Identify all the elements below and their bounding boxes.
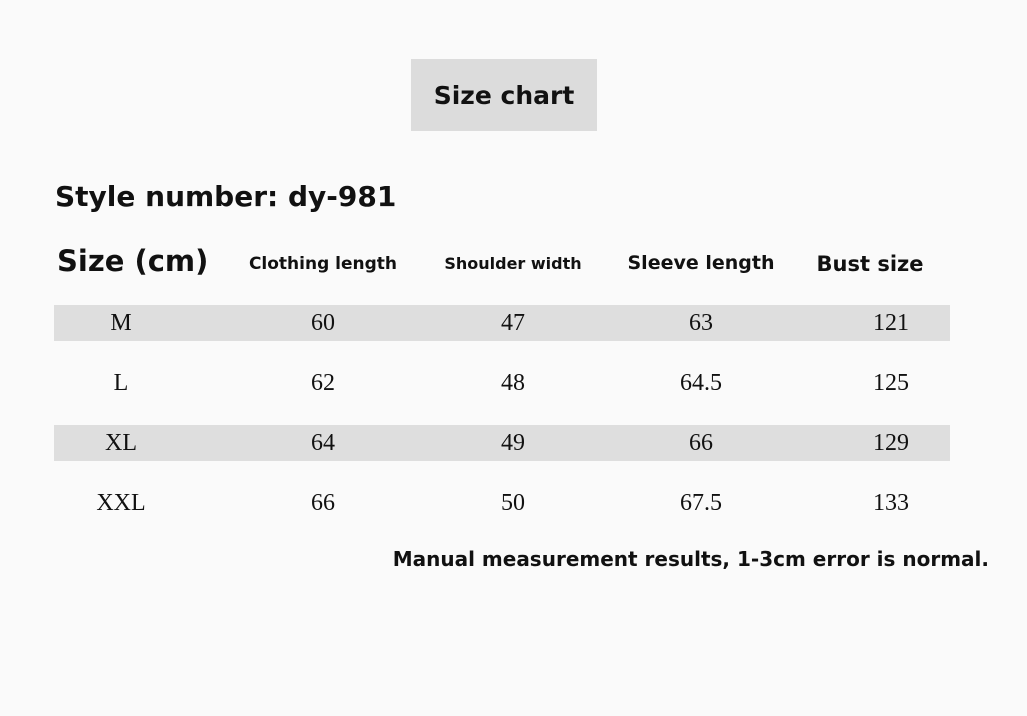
bust-size-cell: 125 (873, 370, 909, 396)
clothing-length-header: Clothing length (248, 254, 398, 274)
bust-size-cell: 133 (873, 490, 909, 516)
table-row (54, 305, 950, 341)
sleeve-length-cell: 66 (689, 430, 713, 456)
bust-size-cell: 121 (873, 310, 909, 336)
shoulder-width-cell: 48 (501, 370, 525, 396)
size-chart-title (411, 59, 597, 131)
shoulder-width-cell: 50 (501, 490, 525, 516)
clothing-length-cell: 66 (311, 490, 335, 516)
shoulder-width-cell: 47 (501, 310, 525, 336)
sleeve-length-cell: 67.5 (680, 490, 722, 516)
size-cell: XXL (96, 490, 146, 516)
size-column-header: Size (cm) (57, 244, 209, 278)
table-row (54, 365, 950, 401)
shoulder-width-cell: 49 (501, 430, 525, 456)
size-cell: M (110, 310, 132, 336)
clothing-length-cell: 60 (311, 310, 335, 336)
table-row (54, 425, 950, 461)
shoulder-width-header: Shoulder width (444, 254, 582, 273)
sleeve-length-cell: 64.5 (680, 370, 722, 396)
bust-size-header: Bust size (816, 252, 924, 276)
clothing-length-cell: 62 (311, 370, 335, 396)
measurement-note: Manual measurement results, 1-3cm error is normal. (392, 547, 989, 571)
clothing-length-cell: 64 (311, 430, 335, 456)
bust-size-cell: 129 (873, 430, 909, 456)
size-chart-title-text: Size chart (433, 80, 575, 110)
size-cell: XL (105, 430, 137, 456)
table-row (54, 485, 950, 521)
sleeve-length-header: Sleeve length (627, 252, 775, 274)
style-number-label: Style number: dy-981 (55, 180, 397, 213)
sleeve-length-cell: 63 (689, 310, 713, 336)
size-cell: L (113, 370, 129, 396)
